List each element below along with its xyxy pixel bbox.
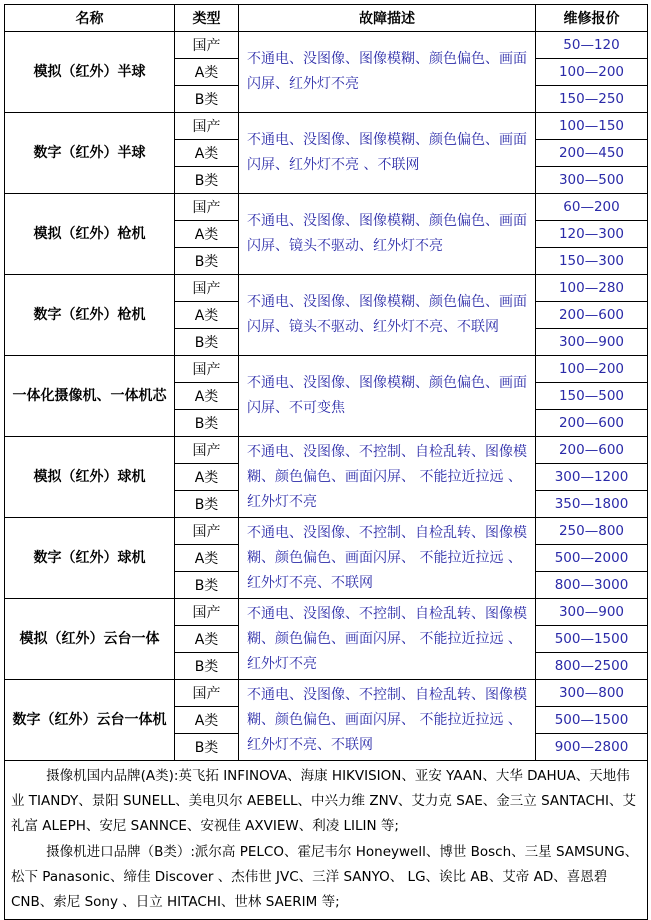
- price-cell: 200—600: [536, 410, 648, 437]
- type-cell: A类: [175, 464, 239, 491]
- price-cell: 250—800: [536, 518, 648, 545]
- table-row: [5, 275, 648, 302]
- brand-notes: [5, 761, 648, 920]
- header-price: 维修报价: [536, 5, 648, 32]
- fault-desc-cell: 不通电、没图像、图像模糊、颜色偏色、画面闪屏、红外灯不亮 、不联网: [239, 113, 536, 194]
- price-cell: 900—2800: [536, 734, 648, 761]
- price-cell: 100—200: [536, 59, 648, 86]
- table-row: [5, 194, 648, 221]
- camera-name-cell: 模拟（红外）云台一体: [5, 599, 175, 680]
- price-cell: 300—500: [536, 167, 648, 194]
- camera-name-cell: 模拟（红外）枪机: [5, 194, 175, 275]
- notes-row: [5, 761, 648, 920]
- price-cell: 300—1200: [536, 464, 648, 491]
- table-row: [5, 437, 648, 464]
- type-cell: B类: [175, 491, 239, 518]
- type-cell: 国产: [175, 194, 239, 221]
- type-cell: A类: [175, 626, 239, 653]
- type-cell: B类: [175, 167, 239, 194]
- price-cell: 500—1500: [536, 707, 648, 734]
- camera-name-cell: 一体化摄像机、一体机芯: [5, 356, 175, 437]
- price-cell: 200—600: [536, 302, 648, 329]
- type-cell: B类: [175, 653, 239, 680]
- camera-name-cell: 模拟（红外）半球: [5, 32, 175, 113]
- type-cell: A类: [175, 383, 239, 410]
- type-cell: A类: [175, 302, 239, 329]
- camera-name-cell: 数字（红外）球机: [5, 518, 175, 599]
- type-cell: 国产: [175, 275, 239, 302]
- fault-desc-cell: 不通电、没图像、不控制、自检乱转、图像模糊、颜色偏色、画面闪屏、 不能拉近拉远 、红外灯不亮、不联网: [239, 680, 536, 761]
- fault-desc-cell: 不通电、没图像、不控制、自检乱转、图像模糊、颜色偏色、画面闪屏、 不能拉近拉远 、红外灯不亮: [239, 599, 536, 680]
- price-cell: 50—120: [536, 32, 648, 59]
- table-row: [5, 599, 648, 626]
- type-cell: 国产: [175, 680, 239, 707]
- price-cell: 150—250: [536, 86, 648, 113]
- type-cell: A类: [175, 545, 239, 572]
- header-row: [5, 5, 648, 32]
- price-cell: 500—2000: [536, 545, 648, 572]
- fault-desc-cell: 不通电、没图像、图像模糊、颜色偏色、画面闪屏、红外灯不亮: [239, 32, 536, 113]
- table-row: [5, 32, 648, 59]
- fault-desc-cell: 不通电、没图像、图像模糊、颜色偏色、画面闪屏、镜头不驱动、红外灯不亮: [239, 194, 536, 275]
- price-cell: 200—600: [536, 437, 648, 464]
- camera-name-cell: 数字（红外）云台一体机: [5, 680, 175, 761]
- price-cell: 150—500: [536, 383, 648, 410]
- imported-brands-note: 摄像机进口品牌（B类）:派尔高 PELCO、霍尼韦尔 Honeywell、博世 Bosch、三星 SAMSUNG、松下 Panasonic、缔佳 Discover 、杰伟世 JVC、三洋 SANYO、 LG、诶比 AB、艾帝 AD、喜恩碧 CNB、索尼 Sony 、日立 HITACHI、世林 SAERIM 等;: [11, 843, 639, 911]
- price-cell: 150—300: [536, 248, 648, 275]
- type-cell: A类: [175, 221, 239, 248]
- camera-name-cell: 数字（红外）枪机: [5, 275, 175, 356]
- fault-desc-cell: 不通电、没图像、不控制、自检乱转、图像模糊、颜色偏色、画面闪屏、 不能拉近拉远 、红外灯不亮: [239, 437, 536, 518]
- price-cell: 60—200: [536, 194, 648, 221]
- price-cell: 100—150: [536, 113, 648, 140]
- type-cell: 国产: [175, 437, 239, 464]
- price-cell: 100—280: [536, 275, 648, 302]
- table-row: [5, 518, 648, 545]
- domestic-brands-note: 摄像机国内品牌(A类):英飞拓 INFINOVA、海康 HIKVISION、亚安 YAAN、大华 DAHUA、天地伟业 TIANDY、景阳 SUNELL、美电贝尔 AEBELL、中兴力维 ZNV、艾力克 SAE、金三立 SANTACHI、艾礼富 ALEPH、安尼 SANNCE、安视佳 AXVIEW、利凌 LILIN 等;: [11, 768, 637, 835]
- fault-desc-cell: 不通电、没图像、图像模糊、颜色偏色、画面闪屏、镜头不驱动、红外灯不亮、不联网: [239, 275, 536, 356]
- type-cell: 国产: [175, 32, 239, 59]
- table-row: [5, 356, 648, 383]
- type-cell: 国产: [175, 599, 239, 626]
- price-cell: 800—2500: [536, 653, 648, 680]
- fault-desc-cell: 不通电、没图像、图像模糊、颜色偏色、画面闪屏、不可变焦: [239, 356, 536, 437]
- type-cell: B类: [175, 572, 239, 599]
- price-cell: 300—900: [536, 599, 648, 626]
- header-desc: 故障描述: [239, 5, 536, 32]
- type-cell: 国产: [175, 518, 239, 545]
- table-row: [5, 113, 648, 140]
- header-type: 类型: [175, 5, 239, 32]
- price-cell: 300—800: [536, 680, 648, 707]
- type-cell: A类: [175, 707, 239, 734]
- table-row: [5, 680, 648, 707]
- type-cell: B类: [175, 329, 239, 356]
- type-cell: A类: [175, 59, 239, 86]
- type-cell: B类: [175, 410, 239, 437]
- type-cell: B类: [175, 86, 239, 113]
- type-cell: B类: [175, 734, 239, 761]
- fault-desc-cell: 不通电、没图像、不控制、自检乱转、图像模糊、颜色偏色、画面闪屏、 不能拉近拉远 、红外灯不亮、不联网: [239, 518, 536, 599]
- type-cell: B类: [175, 248, 239, 275]
- price-cell: 300—900: [536, 329, 648, 356]
- price-cell: 800—3000: [536, 572, 648, 599]
- type-cell: 国产: [175, 356, 239, 383]
- camera-name-cell: 模拟（红外）球机: [5, 437, 175, 518]
- price-cell: 200—450: [536, 140, 648, 167]
- type-cell: 国产: [175, 113, 239, 140]
- camera-name-cell: 数字（红外）半球: [5, 113, 175, 194]
- price-cell: 500—1500: [536, 626, 648, 653]
- price-cell: 350—1800: [536, 491, 648, 518]
- repair-price-table: [4, 4, 648, 920]
- header-name: 名称: [5, 5, 175, 32]
- price-cell: 120—300: [536, 221, 648, 248]
- table-body: [5, 32, 648, 761]
- type-cell: A类: [175, 140, 239, 167]
- price-cell: 100—200: [536, 356, 648, 383]
